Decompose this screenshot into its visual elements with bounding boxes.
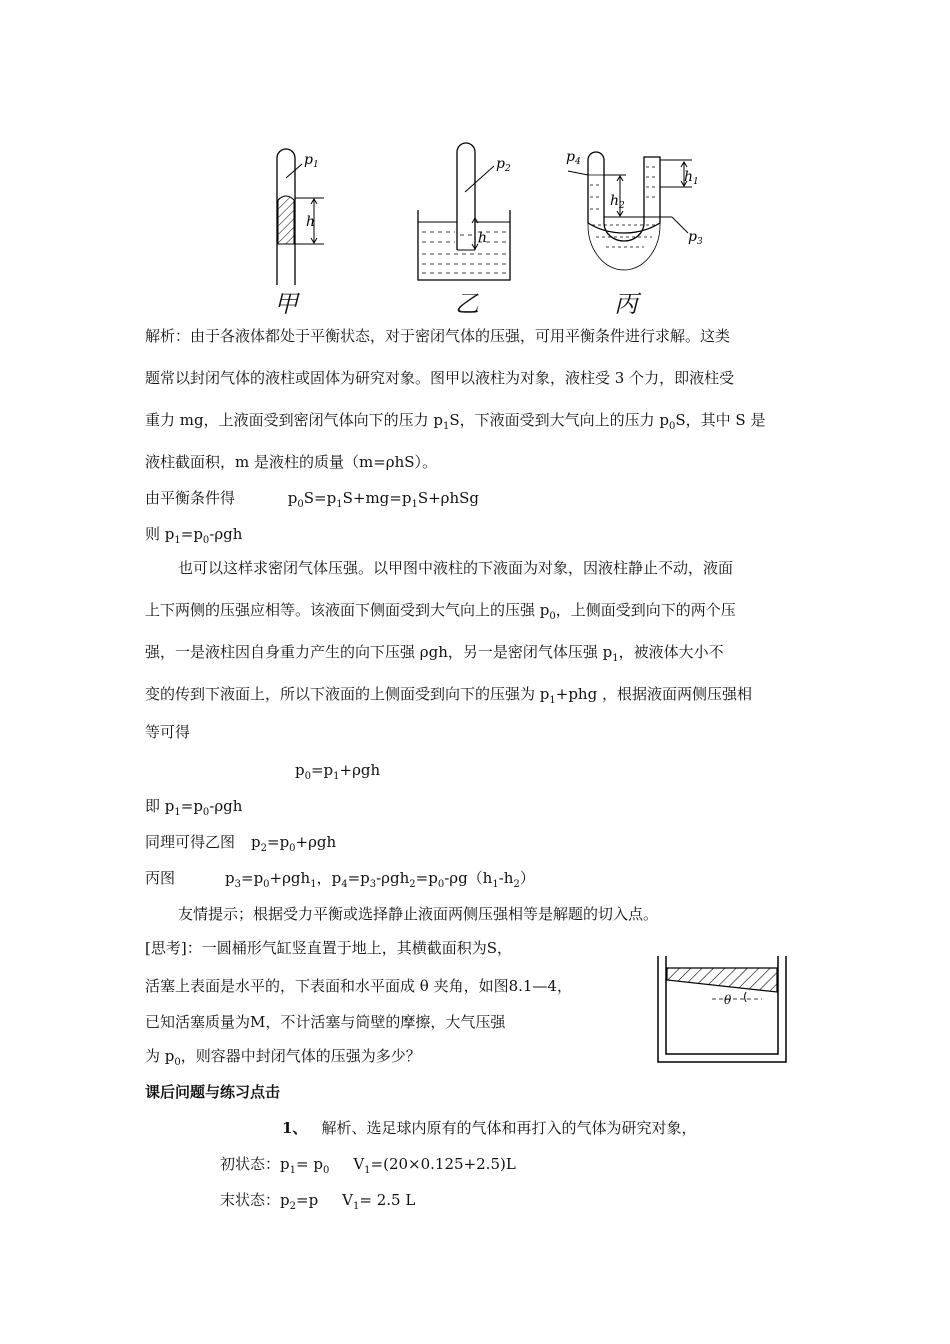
equation-balance: 由平衡条件得 $p_0S=p_1S+mg=p_1S+\rho hSg$ (145, 489, 480, 510)
svg-text:p4 (566, 149, 581, 167)
equation-p2: 同理可得乙图 $p_2=p_0+\rho gh$ (145, 833, 337, 854)
piston (667, 968, 777, 992)
h1-sub: 1 (693, 177, 699, 187)
figure-yi (410, 140, 520, 290)
h-label: h (478, 230, 488, 246)
figure-jia-caption: 甲 (274, 290, 298, 318)
p1-label: p (304, 152, 313, 168)
alt-line-2: 上下两侧的压强应相等。该液面下侧面受到大气向上的压强 $p_0$，上侧面受到向下的两个压 (145, 601, 736, 622)
p2-sub: 2 (504, 164, 511, 174)
p4-sub: 4 (574, 157, 581, 167)
p3-sub: 3 (696, 237, 703, 247)
tip: 友情提示；根据受力平衡或选择静止液面两侧压强相等是解题的切入点。 (178, 905, 659, 923)
alt-line-3: 强，一是液柱因自身重力产生的向下压强 ρgh，另一是密闭气体压强 $p_1$，被液体大小不 (145, 643, 724, 664)
u-tube-liquid (588, 175, 660, 270)
p1-sub: 1 (312, 160, 319, 170)
initial-state: 初状态：$p_1= p_0$ $V_1=(20\times 0.125+2.5)L$ (220, 1155, 516, 1176)
final-state: 末状态：$p_2=p$ $V_1= 2.5$ L (220, 1191, 416, 1212)
equation-p1-again: 即 $p_1=p_0$-ρgh (145, 797, 243, 818)
alt-line-5: 等可得 (145, 723, 191, 741)
think-line-2: 活塞上表面是水平的，下表面和水平面成 θ 夹角，如图8.1—4， (145, 977, 572, 995)
alt-line-4: 变的传到下液面上，所以下液面的上侧面受到向下的压强为 $p_1+phg$ ，根据液面两侧压强相 (145, 685, 752, 706)
think-line-3: 已知活塞质量为M，不计活塞与筒壁的摩擦，大气压强 (145, 1013, 506, 1031)
section-title: 课后问题与练习点击 (145, 1083, 281, 1101)
figure-bing (560, 145, 720, 290)
p2-label: p (496, 156, 505, 172)
p4-label: p (566, 149, 575, 165)
analysis-line-1: 解析：由于各液体都处于平衡状态，对于密闭气体的压强，可用平衡条件进行求解。这类 (145, 327, 731, 345)
svg-text:h2 (610, 193, 625, 211)
analysis-line-2: 题常以封闭气体的液柱或固体为研究对象。图甲以液柱为对象，液柱受 3 个力，即液柱受 (145, 369, 735, 387)
liquid-column (278, 196, 294, 244)
figure-bing-caption: 丙 (614, 290, 638, 318)
u-tube-outer (588, 152, 660, 241)
svg-text:p3 (688, 229, 703, 247)
svg-text:p2 (496, 156, 511, 174)
think-line-4: 为 $p_0$，则容器中封闭气体的压强为多少？ (145, 1047, 421, 1068)
equation-p0: $p_0=p_1+\rho gh$ (295, 761, 381, 782)
h2-label: h (610, 193, 620, 209)
theta-label: θ (724, 993, 732, 1007)
container (418, 210, 510, 280)
figure-jia (262, 140, 342, 290)
figure-cylinder (652, 950, 792, 1068)
alt-line-1: 也可以这样求密闭气体压强。以甲图中液柱的下液面为对象，因液柱静止不动，液面 (178, 559, 734, 577)
svg-text:h1 (684, 169, 699, 187)
h1-label: h (684, 169, 694, 185)
svg-text:p1 (304, 152, 319, 170)
think-line-1: [思考]：一圆桶形气缸竖直置于地上，其横截面积为S， (145, 939, 512, 957)
figure-yi-caption: 乙 (455, 290, 479, 318)
h2-sub: 2 (619, 201, 625, 211)
equation-p1: 则 $p_1=p_0$-ρgh (145, 525, 243, 546)
equation-p3-p4: 丙图 $p_3=p_0+\rho gh_1$，$p_4=p_3-\rho gh_2=p_0-\rho g(h_1-h_2)$ (145, 869, 535, 890)
h-label: h (306, 214, 316, 230)
tube-outline (457, 143, 475, 250)
analysis-line-4: 液柱截面积，m 是液柱的质量（m=ρhS）。 (145, 453, 438, 471)
p3-label: p (688, 229, 697, 245)
analysis-line-3: 重力 mg，上液面受到密闭气体向下的压力 $p_1S$，下液面受到大气向上的压力 $p_0S$，其中 S 是 (145, 411, 766, 432)
exercise-1: 1、 解析、选足球内原有的气体和再打入的气体为研究对象， (282, 1119, 697, 1137)
